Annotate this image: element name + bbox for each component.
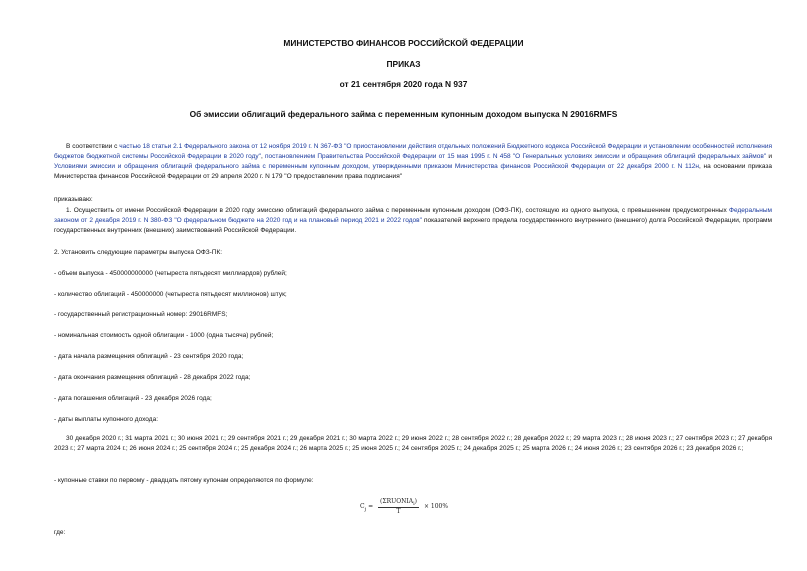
param-start-date: - дата начала размещения облигаций - 23 сентября 2020 года; xyxy=(54,353,244,360)
ministry-heading: МИНИСТЕРСТВО ФИНАНСОВ РОССИЙСКОЙ ФЕДЕРАЦИИ xyxy=(283,38,524,48)
formula-lhs-sub: j xyxy=(364,506,367,513)
law-380-fz-link[interactable]: Федеральным законом от 2 декабря 2019 г. N 380-ФЗ "О федеральном бюджете на 2020 год и на плановый период 2021 и 2022 годов" xyxy=(54,207,772,224)
order-word: приказываю: xyxy=(54,196,93,203)
param-quantity: - количество облигаций - 450000000 (четыреста пятьдесят миллионов) штук; xyxy=(54,291,287,298)
coupon-formula xyxy=(360,498,448,515)
param-coupon-dates-label: - даты выплаты купонного дохода: xyxy=(54,416,158,423)
item-1-text-1: 1. Осуществить от имени Российской Федерации в 2020 году эмиссию облигаций федерального займа с переменным купонным доходом (ОФЗ-ПК), состоящую из одного выпуска, с превышением предусмотренных xyxy=(66,207,730,214)
doc-title: Об эмиссии облигаций федерального займа с переменным купонным доходом выпуска N 29016RMFS xyxy=(189,109,618,119)
resolution-458-link[interactable]: постановлением Правительства Российской Федерации от 15 мая 1995 г. N 458 "О Генеральных условиях эмиссии и обращения облигаций федеральных займов" xyxy=(265,153,767,160)
param-volume: - объем выпуска - 450000000000 (четыреста пятьдесят миллиардов) рублей; xyxy=(54,270,287,277)
param-maturity-date: - дата погашения облигаций - 23 декабря 2026 года; xyxy=(54,395,212,402)
preamble-text-3: и xyxy=(766,153,773,160)
where-word: где: xyxy=(54,529,66,536)
preamble-text-2: , xyxy=(260,153,266,160)
formula-lhs: C xyxy=(360,503,365,511)
coupon-dates-paragraph: 30 декабря 2020 г.; 31 марта 2021 г.; 30 июня 2021 г.; 29 сентября 2021 г.; 29 декабря 2021 г.; 30 марта 2022 г.; 29 июня 2022 г.; 28 сентября 2022 г.; 28 декабря 2022 г.; 29 марта 2023 г.; 28 июня 2023 г.; 27 сентября 2023 г.; 27 декабря 2023 г.; 27 марта 2024 г.; 26 июня 2024 г.; 25 сентября 2024 г.; 25 декабря 2024 г.; 26 марта 2025 г.; 25 июня 2025 г.; 24 сентября 2025 г.; 24 декабря 2025 г.; 25 марта 2026 г.; 24 июня 2026 г.; 23 сентября 2026 г.; 23 декабря 2026 г.; xyxy=(54,435,772,452)
param-reg-number: - государственный регистрационный номер: 29016RMFS; xyxy=(54,311,228,318)
preamble-paragraph xyxy=(54,142,772,182)
item-2-intro: 2. Установить следующие параметры выпуска ОФЗ-ПК: xyxy=(54,249,223,256)
formula-eq: = xyxy=(368,503,374,511)
doc-date-number: от 21 сентября 2020 года N 937 xyxy=(339,79,468,89)
coupon-rates-intro: - купонные ставки по первому - двадцать пятому купонам определяются по формуле: xyxy=(54,477,314,484)
formula-numerator xyxy=(378,498,419,508)
doc-type-heading: ПРИКАЗ xyxy=(386,59,421,69)
param-end-date: - дата окончания размещения облигаций - 28 декабря 2022 года; xyxy=(54,374,251,381)
formula-denominator: T xyxy=(396,508,401,516)
formula-num-sub: i xyxy=(413,501,415,508)
law-367-fz-link[interactable]: частью 18 статьи 2.1 Федерального закона от 12 ноября 2019 г. N 367-ФЗ "О приостановлении действия отдельных положений Бюджетного кодекса Российской Федерации и установлении особенностей исполнения бюджетов бюджетной системы Российской Федерации в 2020 году" xyxy=(54,143,773,160)
formula-tail: × 100% xyxy=(423,503,449,511)
preamble-text-1: В соответствии с xyxy=(66,143,120,150)
formula-num-text: (ΣRUONIA xyxy=(380,498,414,505)
formula-fraction xyxy=(378,498,419,515)
preamble-text-4: , на основании приказа Министерства финансов Российской Федерации от 29 апреля 2020 г. N 179 "О предоставлении права подписания" xyxy=(54,163,772,180)
conditions-112n-link[interactable]: Условиями эмиссии и обращения облигаций федерального займа с переменным купонным доходом, утвержденными приказом Министерства финансов Российской Федерации от 22 декабря 2000 г. N 112н xyxy=(54,163,700,170)
item-1-paragraph xyxy=(54,206,772,236)
param-nominal: - номинальная стоимость одной облигации - 1000 (одна тысяча) рублей; xyxy=(54,332,274,339)
item-1-text-2: показателей верхнего предела государственного внутреннего (внешнего) долга Российской Федерации, программ государственных внутренних (внешних) заимствований Российской Федерации. xyxy=(54,217,772,234)
formula-num-tail: ) xyxy=(414,498,418,505)
